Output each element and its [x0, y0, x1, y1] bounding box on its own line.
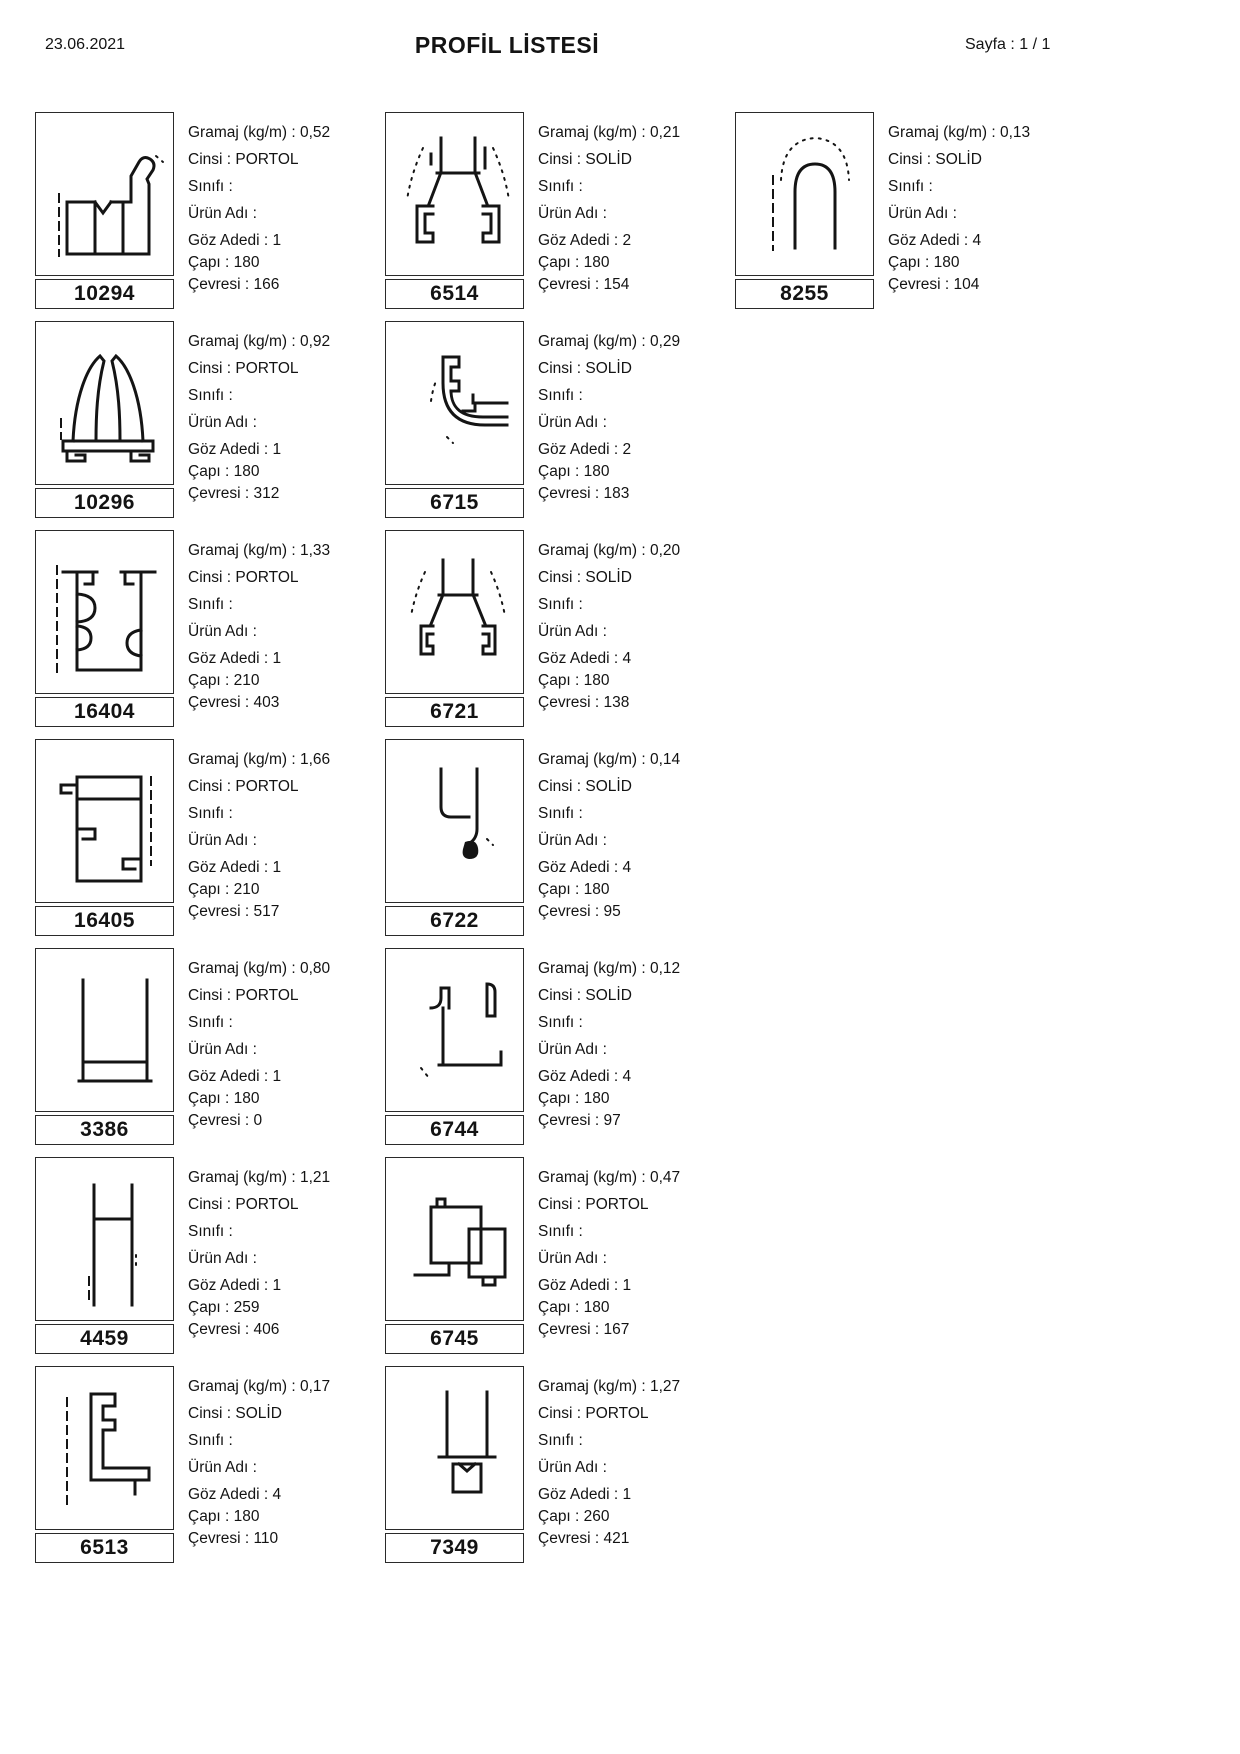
- profile-details: [176, 948, 330, 1157]
- detail-line: Cinsi : PORTOL: [188, 987, 299, 1004]
- profile-image-box: [385, 739, 524, 903]
- detail-line: Göz Adedi : 4: [888, 232, 982, 249]
- detail-line: Cinsi : SOLİD: [538, 987, 632, 1004]
- profile-card-10294: [35, 112, 385, 321]
- detail-line: Sınıfı :: [188, 1223, 233, 1240]
- detail-line: Sınıfı :: [538, 1014, 583, 1031]
- detail-line: Göz Adedi : 4: [538, 1068, 632, 1085]
- profile-code: 8255: [735, 279, 874, 309]
- detail-line: Çevresi : 97: [538, 1112, 621, 1129]
- profile-image-box: [35, 1366, 174, 1530]
- profile-details: [526, 948, 680, 1157]
- profile-grid: [35, 112, 1085, 1575]
- detail-line: Sınıfı :: [538, 805, 583, 822]
- detail-line: Sınıfı :: [538, 596, 583, 613]
- profile-card-6514: [385, 112, 735, 321]
- profile-image-box: [35, 530, 174, 694]
- detail-line: Çapı : 180: [188, 1508, 260, 1525]
- profile-details: [176, 739, 330, 948]
- detail-line: Gramaj (kg/m) : 0,17: [188, 1378, 331, 1395]
- profile-code: 6514: [385, 279, 524, 309]
- profile-code: 6722: [385, 906, 524, 936]
- profile-details: [526, 530, 680, 739]
- detail-line: Ürün Adı :: [188, 414, 257, 431]
- profile-details: [176, 1157, 330, 1366]
- profile-image-box: [385, 1157, 524, 1321]
- detail-line: Cinsi : PORTOL: [188, 1196, 299, 1213]
- detail-line: Göz Adedi : 4: [188, 1486, 282, 1503]
- detail-line: Gramaj (kg/m) : 0,14: [538, 751, 681, 768]
- detail-line: Sınıfı :: [188, 178, 233, 195]
- detail-line: Göz Adedi : 1: [538, 1277, 632, 1294]
- detail-line: Gramaj (kg/m) : 0,20: [538, 542, 681, 559]
- detail-line: Sınıfı :: [888, 178, 933, 195]
- detail-line: Cinsi : PORTOL: [188, 151, 299, 168]
- profile-details: [176, 530, 330, 739]
- profile-drawing-8255: [737, 114, 873, 274]
- profile-card-16404: [35, 530, 385, 739]
- profile-code: 7349: [385, 1533, 524, 1563]
- detail-line: Göz Adedi : 1: [188, 232, 282, 249]
- profile-card-6715: [385, 321, 735, 530]
- profile-image-box: [35, 948, 174, 1112]
- detail-line: Göz Adedi : 2: [538, 232, 632, 249]
- profile-drawing-3386: [37, 950, 173, 1110]
- profile-details: [526, 1157, 680, 1366]
- detail-line: Çapı : 180: [188, 1090, 260, 1107]
- detail-line: Cinsi : PORTOL: [538, 1196, 649, 1213]
- detail-line: Çevresi : 154: [538, 276, 630, 293]
- detail-line: Çapı : 180: [538, 463, 610, 480]
- detail-line: Gramaj (kg/m) : 1,33: [188, 542, 331, 559]
- detail-line: Göz Adedi : 1: [188, 441, 282, 458]
- profile-image-box: [385, 1366, 524, 1530]
- detail-line: Göz Adedi : 1: [188, 1068, 282, 1085]
- detail-line: Gramaj (kg/m) : 0,92: [188, 333, 331, 350]
- profile-card-6721: [385, 530, 735, 739]
- page-number: Sayfa : 1 / 1: [965, 36, 1051, 53]
- profile-card-3386: [35, 948, 385, 1157]
- detail-line: Gramaj (kg/m) : 1,66: [188, 751, 331, 768]
- detail-line: Göz Adedi : 2: [538, 441, 632, 458]
- detail-line: Çapı : 260: [538, 1508, 610, 1525]
- detail-line: Göz Adedi : 4: [538, 859, 632, 876]
- profile-image-box: [735, 112, 874, 276]
- profile-image-box: [385, 530, 524, 694]
- report-date: 23.06.2021: [45, 36, 126, 53]
- profile-drawing-6514: [387, 114, 523, 274]
- detail-line: Ürün Adı :: [538, 832, 607, 849]
- profile-details: [526, 739, 680, 948]
- detail-line: Gramaj (kg/m) : 1,21: [188, 1169, 331, 1186]
- detail-line: Çevresi : 166: [188, 276, 280, 293]
- detail-line: Cinsi : PORTOL: [188, 360, 299, 377]
- profile-card-7349: [385, 1366, 735, 1575]
- detail-line: Gramaj (kg/m) : 0,12: [538, 960, 681, 977]
- detail-line: Gramaj (kg/m) : 0,47: [538, 1169, 681, 1186]
- detail-line: Cinsi : PORTOL: [188, 569, 299, 586]
- profile-details: [526, 1366, 680, 1575]
- detail-line: Sınıfı :: [538, 1223, 583, 1240]
- detail-line: Çapı : 180: [888, 254, 960, 271]
- profile-drawing-6721: [387, 532, 523, 692]
- profile-drawing-6715: [387, 323, 523, 483]
- detail-line: Ürün Adı :: [538, 1041, 607, 1058]
- profile-code: 6715: [385, 488, 524, 518]
- detail-line: Ürün Adı :: [188, 1041, 257, 1058]
- profile-drawing-4459: [37, 1159, 173, 1319]
- detail-line: Ürün Adı :: [538, 205, 607, 222]
- detail-line: Sınıfı :: [188, 596, 233, 613]
- profile-code: 10294: [35, 279, 174, 309]
- profile-drawing-6745: [387, 1159, 523, 1319]
- profile-column-3: [735, 112, 1085, 1575]
- detail-line: Çapı : 180: [538, 1090, 610, 1107]
- detail-line: Sınıfı :: [188, 387, 233, 404]
- profile-details: [176, 1366, 330, 1575]
- profile-card-4459: [35, 1157, 385, 1366]
- detail-line: Çapı : 180: [538, 1299, 610, 1316]
- detail-line: Ürün Adı :: [188, 1459, 257, 1476]
- detail-line: Ürün Adı :: [538, 1459, 607, 1476]
- detail-line: Çevresi : 110: [188, 1530, 279, 1547]
- detail-line: Ürün Adı :: [188, 205, 257, 222]
- profile-drawing-6513: [37, 1368, 173, 1528]
- profile-image-box: [35, 1157, 174, 1321]
- detail-line: Çevresi : 138: [538, 694, 630, 711]
- detail-line: Cinsi : SOLİD: [538, 360, 632, 377]
- profile-code: 16405: [35, 906, 174, 936]
- profile-drawing-10296: [37, 323, 173, 483]
- profile-drawing-10294: [37, 114, 173, 274]
- detail-line: Ürün Adı :: [538, 1250, 607, 1267]
- profile-image-box: [385, 321, 524, 485]
- detail-line: Çapı : 259: [188, 1299, 260, 1316]
- detail-line: Cinsi : PORTOL: [538, 1405, 649, 1422]
- profile-drawing-6744: [387, 950, 523, 1110]
- profile-code: 4459: [35, 1324, 174, 1354]
- detail-line: Göz Adedi : 1: [538, 1486, 632, 1503]
- profile-details: [876, 112, 1030, 321]
- detail-line: Ürün Adı :: [188, 832, 257, 849]
- detail-line: Gramaj (kg/m) : 0,29: [538, 333, 681, 350]
- profile-drawing-7349: [387, 1368, 523, 1528]
- detail-line: Ürün Adı :: [888, 205, 957, 222]
- profile-code: 10296: [35, 488, 174, 518]
- detail-line: Çevresi : 167: [538, 1321, 630, 1338]
- detail-line: Çapı : 180: [188, 463, 260, 480]
- detail-line: Ürün Adı :: [538, 623, 607, 640]
- profile-drawing-16405: [37, 741, 173, 901]
- detail-line: Çevresi : 421: [538, 1530, 630, 1547]
- detail-line: Çapı : 210: [188, 881, 260, 898]
- detail-line: Çapı : 180: [538, 672, 610, 689]
- detail-line: Göz Adedi : 1: [188, 1277, 282, 1294]
- detail-line: Çapı : 210: [188, 672, 260, 689]
- profile-details: [176, 112, 330, 321]
- detail-line: Çevresi : 104: [888, 276, 980, 293]
- profile-code: 3386: [35, 1115, 174, 1145]
- profile-details: [526, 321, 680, 530]
- profile-drawing-16404: [37, 532, 173, 692]
- detail-line: Göz Adedi : 4: [538, 650, 632, 667]
- detail-line: Çevresi : 95: [538, 903, 621, 920]
- detail-line: Çevresi : 0: [188, 1112, 263, 1129]
- profile-image-box: [35, 739, 174, 903]
- profile-card-6513: [35, 1366, 385, 1575]
- profile-card-6745: [385, 1157, 735, 1366]
- detail-line: Çapı : 180: [538, 254, 610, 271]
- detail-line: Sınıfı :: [188, 805, 233, 822]
- detail-line: Sınıfı :: [538, 178, 583, 195]
- page-title: PROFİL LİSTESİ: [414, 32, 600, 58]
- profile-image-box: [385, 948, 524, 1112]
- profile-code: 6721: [385, 697, 524, 727]
- detail-line: Ürün Adı :: [188, 623, 257, 640]
- profile-card-6722: [385, 739, 735, 948]
- detail-line: Sınıfı :: [538, 1432, 583, 1449]
- detail-line: Cinsi : SOLİD: [188, 1405, 282, 1422]
- detail-line: Sınıfı :: [188, 1432, 233, 1449]
- detail-line: Sınıfı :: [538, 387, 583, 404]
- profile-image-box: [35, 112, 174, 276]
- detail-line: Cinsi : SOLİD: [538, 151, 632, 168]
- detail-line: Çevresi : 517: [188, 903, 280, 920]
- profile-drawing-6722: [387, 741, 523, 901]
- detail-line: Çevresi : 406: [188, 1321, 280, 1338]
- detail-line: Göz Adedi : 1: [188, 859, 282, 876]
- detail-line: Cinsi : SOLİD: [538, 778, 632, 795]
- profile-column-2: [385, 112, 735, 1575]
- detail-line: Cinsi : SOLİD: [538, 569, 632, 586]
- detail-line: Gramaj (kg/m) : 1,27: [538, 1378, 681, 1395]
- detail-line: Göz Adedi : 1: [188, 650, 282, 667]
- detail-line: Gramaj (kg/m) : 0,21: [538, 124, 681, 141]
- detail-line: Çevresi : 312: [188, 485, 280, 502]
- detail-line: Çevresi : 183: [538, 485, 630, 502]
- profile-code: 6513: [35, 1533, 174, 1563]
- profile-details: [526, 112, 680, 321]
- profile-code: 16404: [35, 697, 174, 727]
- detail-line: Çapı : 180: [188, 254, 260, 271]
- detail-line: Gramaj (kg/m) : 0,80: [188, 960, 331, 977]
- profile-card-8255: [735, 112, 1085, 321]
- detail-line: Cinsi : SOLİD: [888, 151, 982, 168]
- detail-line: Gramaj (kg/m) : 0,52: [188, 124, 331, 141]
- profile-details: [176, 321, 330, 530]
- detail-line: Gramaj (kg/m) : 0,13: [888, 124, 1031, 141]
- detail-line: Çevresi : 403: [188, 694, 280, 711]
- detail-line: Ürün Adı :: [538, 414, 607, 431]
- detail-line: Ürün Adı :: [188, 1250, 257, 1267]
- profile-column-1: [35, 112, 385, 1575]
- profile-card-6744: [385, 948, 735, 1157]
- detail-line: Sınıfı :: [188, 1014, 233, 1031]
- profile-card-10296: [35, 321, 385, 530]
- profile-code: 6744: [385, 1115, 524, 1145]
- detail-line: Cinsi : PORTOL: [188, 778, 299, 795]
- profile-card-16405: [35, 739, 385, 948]
- detail-line: Çapı : 180: [538, 881, 610, 898]
- profile-image-box: [35, 321, 174, 485]
- profile-image-box: [385, 112, 524, 276]
- profile-code: 6745: [385, 1324, 524, 1354]
